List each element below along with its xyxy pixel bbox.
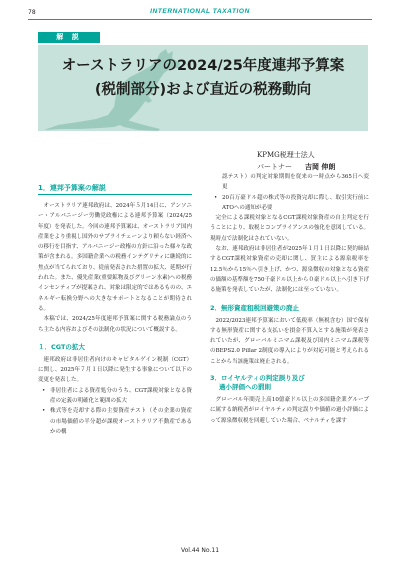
bullet-continuation: 認テスト）の判定対象期間を従来の一時点から365日へ変更 <box>222 174 369 191</box>
left-column <box>38 172 192 437</box>
author-name: 吉岡 伸朗 <box>305 162 336 171</box>
article-title-line1: オーストラリアの2024/25年度連邦予算案 <box>61 58 345 74</box>
author-line <box>257 162 335 172</box>
article-title-line2: (税制部分)および直近の税務動向 <box>94 82 312 98</box>
body-paragraph: 2022/2023連邦予算案において低税率（無税含む）国で保有する無形資産に関する支払いを損金不算入とする施策が発表されていたが、グローバルミニマム課税及び国内ミニマム課税等のBEPS2.0 Pillar 2制度の導入によりが対応可能と考えられることから当該施策は廃止される。 <box>210 317 369 365</box>
body-paragraph: 連邦政府は非居住者向けのキャピタルゲイン税制（CGT）に関し、2025年７月１日以降に発生する事象について以下の変更を発表した。 <box>38 356 192 384</box>
section-tag: 解 説 <box>38 32 100 43</box>
title-banner <box>38 45 368 131</box>
section-heading: 1．連邦予算案の解説 <box>38 184 192 195</box>
subsection-heading-line1: 3．ロイヤルティの判定誤り及び <box>210 374 305 383</box>
subsection-heading: １．CGTの拡大 <box>38 342 85 351</box>
header-rule <box>28 19 372 20</box>
right-column <box>210 172 369 426</box>
author-role: パートナー <box>257 163 292 171</box>
bullet-item: • 株式等を売却する際の主要資産テスト（その企業の資産の市場価値の半分超が課税オーストラリア不動産であるかの構 <box>38 406 192 437</box>
journal-title: INTERNATIONAL TAXATION <box>150 8 250 15</box>
bullet-item: • 20百万豪ドル超の株式等の投資完却に際し、取引実行前にATOへの通知が必要 <box>210 193 369 214</box>
subsection-heading: 2．無形資産租税回避策の廃止 <box>210 303 300 312</box>
body-paragraph: 完全による課税対象となるCGT課税対象資産の自主判定を行うことにより、取税とコンプライアンスの強化を意図している。現時点で法制化はされていない。 <box>210 215 369 242</box>
page-number: 78 <box>28 9 36 16</box>
subsection-heading-line2: 過小評価への罰則 <box>219 383 271 392</box>
volume-footer: Vol.44 No.11 <box>180 547 220 554</box>
subsection-heading <box>210 374 369 392</box>
author-organization: KPMG税理士法人 <box>257 151 315 159</box>
body-paragraph: なお、連邦政府は非居住者が2025年１月１日以降に契約締結するCGT課税対象資産の売却に関し、買主による源泉税率を12.5％から15％へ引き上げ、かつ、源泉徴収の対象となる資産の価額の基準額を750千豪ドル以上から０豪ドル以上へ引き下げる施策を発表していたが、法制化には至っていない。 <box>210 246 369 294</box>
body-paragraph: グローバル年間売上高10億豪ドル以上の多国籍企業グループに属する納税者がロイヤルティの判定誤りや価値の過小評価によって源泉徴収税を回避していた場合、ペナルティを課す <box>210 397 369 424</box>
intro-paragraph: 本稿では、2024/25年度連邦予算案に関する税務論点のうち主たる内容およびその法制化の状況について概説する。 <box>38 316 192 333</box>
intro-paragraph: オーストラリア連邦政府は、2024年５月14日に、アンソニー・アルバニージー労働党政権による連邦予算案（2024/25年度）を発表した。今回の連邦予算案は、オーストラリア国内産業をより重視し国外のサプライチェーンより頼らない経済への移行を目指す、アルバニージー政権の方針に沿った様々な政策が含まれる。多国籍企業への税務インテグリティに継続的に焦点が当てられており、従前発表された措置の拡大、延期が行われた。また、優先産業(重要鉱物及びグリーン水素)への税務インセンティブが提案され、対象は限定的ではあるものの、エネルギー転換分野への大きなサポートとなることが期待される。 <box>38 203 193 312</box>
bullet-item: • 非居住者による資産処分のうち、CGT課税対象となる資産の定義の明確化と範囲の拡大 <box>38 386 192 407</box>
